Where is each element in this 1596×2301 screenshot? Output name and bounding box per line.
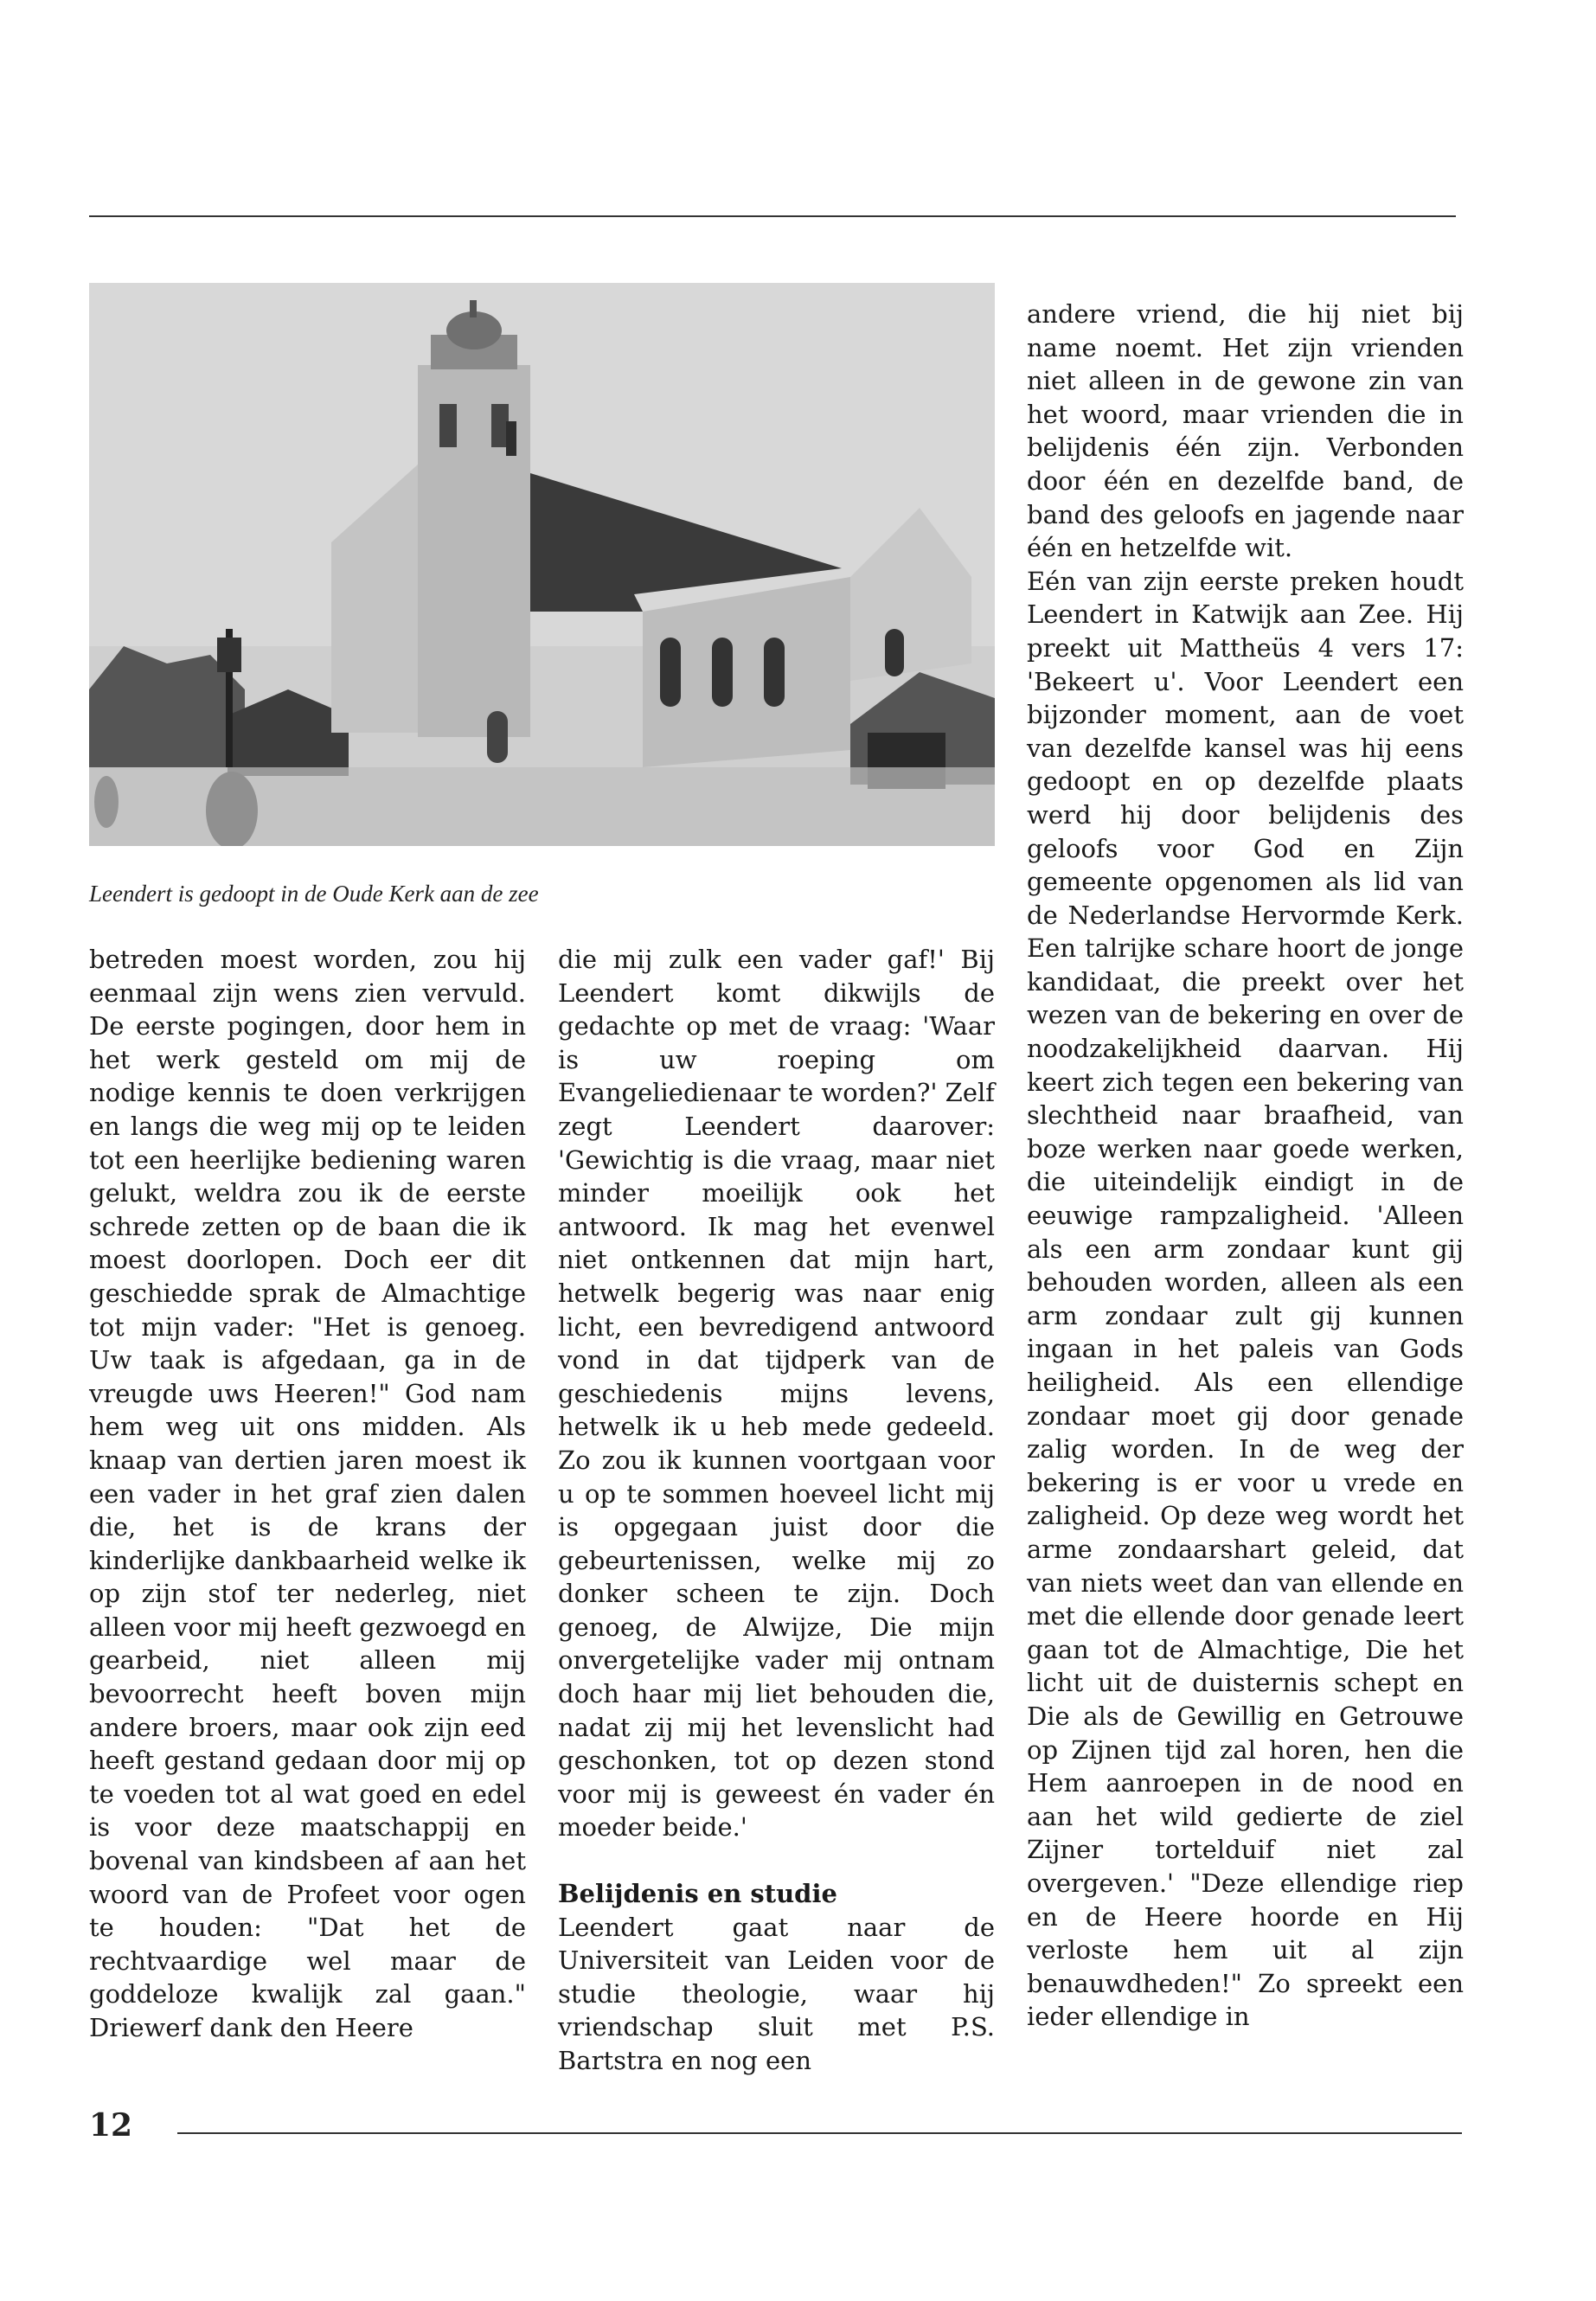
text-column-1 — [89, 943, 526, 2045]
bottom-rule — [177, 2132, 1462, 2134]
photo-caption: Leendert is gedoopt in de Oude Kerk aan de zee — [89, 881, 539, 907]
column-2-text: die mij zulk een vader gaf!' Bij Leendert komt dikwijls de gedachte op met de vraag: 'Waar is uw roeping om Evangeliedienaar te worden?' Zelf zegt Leendert daarover: 'Gewichtig is die vraag, maar niet minder moeilijk ook het antwoord. Ik mag het evenwel niet ontkennen dat mijn hart, hetwelk begerig was naar enig licht, een bevredigend antwoord vond in dat tijdperk van de geschiedenis mijns levens, hetwelk ik u heb mede gedeeld. Zo zou ik kunnen voortgaan voor u op te sommen hoeveel licht mij is opgegaan juist door die gebeurtenissen, welke mij zo donker scheen te zijn. Doch genoeg, de Alwijze, Die mijn onvergetelijke vader mij ontnam doch haar mij liet behouden die, nadat zij mij het levenslicht had geschonken, tot op dezen stond voor mij is geweest én vader én moeder beide.' — [558, 945, 995, 1843]
top-rule — [89, 215, 1456, 217]
column-3-paragraph-1: andere vriend, die hij niet bij name noemt. Het zijn vrienden niet alleen in de gewone zin van het woord, maar vrienden die in belijdenis één zijn. Verbonden door één en dezelfde band, de band des geloofs en jagende naar één en hetzelfde wit. — [1027, 299, 1464, 563]
church-photo — [89, 283, 995, 846]
column-1-text: betreden moest worden, zou hij eenmaal zijn wens zien vervuld. De eerste pogingen, door hem in het werk gesteld om mij de nodige kennis te doen verkrijgen en langs die weg mij op te leiden tot een heerlijke bediening waren gelukt, weldra zou ik de eerste schrede zetten op de baan die ik moest doorlopen. Doch eer dit geschiedde sprak de Almachtige tot mijn vader: "Het is genoeg. Uw taak is afgedaan, ga in de vreugde uws Heeren!" God nam hem weg uit ons midden. Als knaap van dertien jaren moest ik een vader in het graf zien dalen die, het is de krans der kinderlijke dankbaarheid welke ik op zijn stof ter nederleg, niet alleen voor mij heeft gezwoegd en gearbeid, niet alleen mij bevoorrecht heeft boven mijn andere broers, maar ook zijn eed heeft gestand gedaan door mij op te voeden tot al wat goed en edel is voor deze maatschappij en bovenal van kindsbeen af aan het woord van de Profeet voor ogen te houden: "Dat het de rechtvaardige wel maar de goddeloze kwalijk zal gaan." Driewerf dank den Heere — [89, 945, 526, 2042]
column-2-section-text: Leendert gaat naar de Universiteit van Leiden voor de studie theologie, waar hij vriendschap sluit met P.S. Bartstra en nog een — [558, 1912, 995, 2075]
section-heading: Belijdenis en studie — [558, 1879, 837, 1909]
text-column-3 — [1027, 298, 1464, 2034]
church-illustration — [89, 283, 995, 846]
column-3-paragraph-2: Eén van zijn eerste preken houdt Leendert in Katwijk aan Zee. Hij preekt uit Mattheüs 4 vers 17: 'Bekeert u'. Voor Leendert een bijzonder moment, aan de voet van dezelfde kansel was hij eens gedoopt en op dezelfde plaats werd hij door belijdenis des geloofs voor God en Zijn gemeente opgenomen als lid van de Nederlandse Hervormde Kerk. Een talrijke schare hoort de jonge kandidaat, die preekt over het wezen van de bekering en over de noodzakelijkheid daarvan. Hij keert zich tegen een bekering van slechtheid naar braafheid, van boze werken naar goede werken, die uiteindelijk eindigt in de eeuwige rampzaligheid. 'Alleen als een arm zondaar kunt gij behouden worden, alleen als een arm zondaar zult gij kunnen ingaan in het paleis van Gods heiligheid. Als een ellendige zondaar moet gij door genade zalig worden. In de weg der bekering is er voor u vrede en zaligheid. Op deze weg wordt het arme zondaarshart geleid, dat van niets weet dan van ellende en met die ellende door genade leert gaan tot de Almachtige, Die het licht uit de duisternis schept en Die als de Gewillig en Getrouwe op Zijnen tijd zal horen, hen die Hem aanroepen in de nood en aan het wild gedierte de ziel Zijner tortelduif niet zal overgeven.' "Deze ellendige riep en de Heere hoorde en Hij verloste hem uit al zijn benauwdheden!" Zo spreekt een ieder ellendige in — [1027, 566, 1464, 2032]
page-number: 12 — [89, 2107, 133, 2144]
text-column-2 — [558, 943, 995, 2078]
